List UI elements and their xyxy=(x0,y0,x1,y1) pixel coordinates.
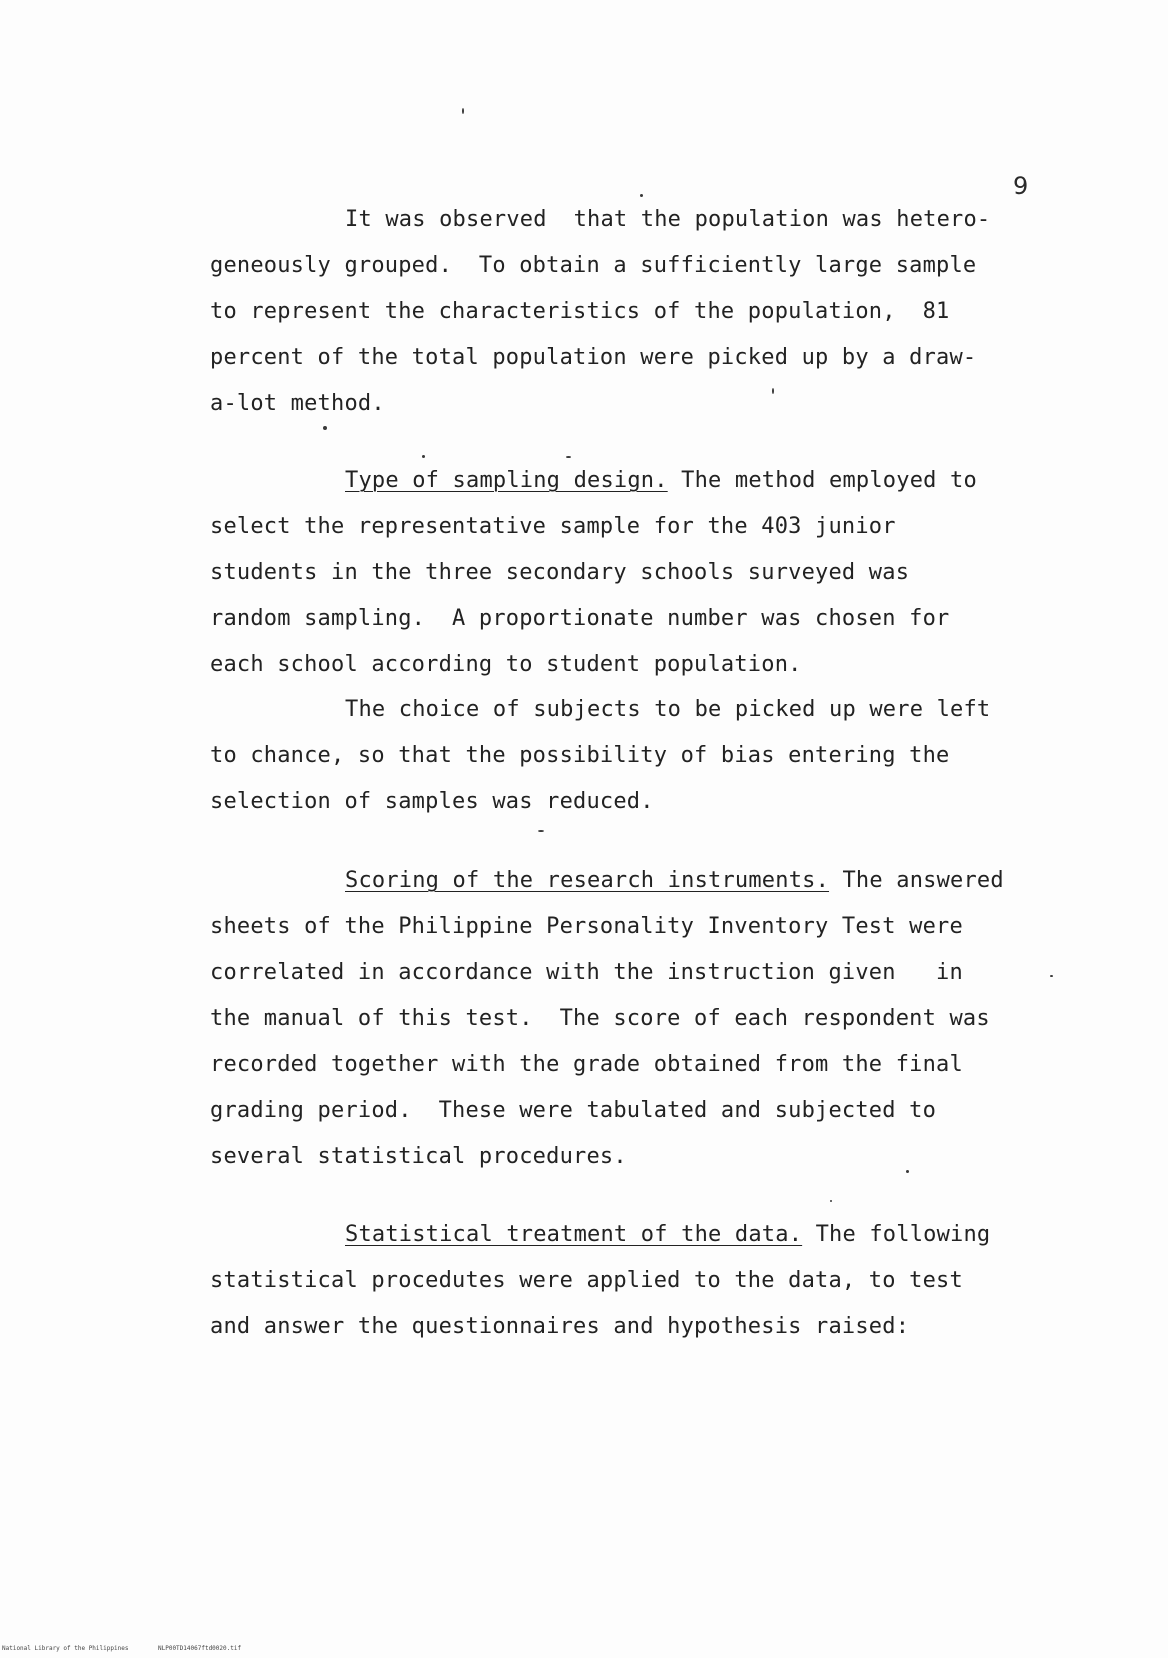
scan-speck xyxy=(830,1200,832,1202)
paragraph-1-line-4: percent of the total population were picked up by a draw- xyxy=(210,345,977,370)
paragraph-2-line-1: select the representative sample for the 403 junior xyxy=(210,514,896,539)
page-number: 9 xyxy=(1013,172,1029,200)
paragraph-4-line-3: the manual of this test. The score of each respondent was xyxy=(210,1006,990,1031)
paragraph-1-line-3: to represent the characteristics of the population, 81 xyxy=(210,299,950,324)
footer-library-credit: National Library of the Philippines xyxy=(2,1645,129,1652)
paragraph-4-line-1: sheets of the Philippine Personality Inventory Test were xyxy=(210,914,963,939)
paragraph-1-line-5: a-lot method. xyxy=(210,391,385,416)
paragraph-2-line-3: random sampling. A proportionate number was chosen for xyxy=(210,606,950,631)
sampling-design-first-text: The method employed to xyxy=(667,468,977,493)
scan-speck xyxy=(1050,975,1053,977)
scoring-first-text: The answered xyxy=(829,868,1004,893)
scan-speck xyxy=(422,455,425,458)
scoring-first-line xyxy=(345,868,1004,893)
footer-file-name: NLP00TD14067ftd0020.tif xyxy=(158,1645,242,1652)
paragraph-2-line-2: students in the three secondary schools surveyed was xyxy=(210,560,910,585)
paragraph-3-line-2: to chance, so that the possibility of bias entering the xyxy=(210,743,950,768)
paragraph-1-line-1: It was observed that the population was hetero- xyxy=(345,207,991,232)
paragraph-3-line-1: The choice of subjects to be picked up were left xyxy=(345,697,991,722)
scoring-heading: Scoring of the research instruments. xyxy=(345,868,830,893)
scan-speck xyxy=(906,1170,909,1173)
paragraph-4-line-5: grading period. These were tabulated and subjected to xyxy=(210,1098,937,1123)
scan-speck xyxy=(566,456,571,458)
paragraph-5-line-2: and answer the questionnaires and hypothesis raised: xyxy=(210,1314,910,1339)
scan-speck xyxy=(772,388,774,394)
paragraph-1-line-2: geneously grouped. To obtain a sufficiently large sample xyxy=(210,253,977,278)
sampling-design-first-line xyxy=(345,468,977,493)
statistical-treatment-first-text: The following xyxy=(802,1222,991,1247)
paragraph-4-line-2: correlated in accordance with the instruction given in xyxy=(210,960,963,985)
sampling-design-heading: Type of sampling design. xyxy=(345,468,668,493)
statistical-treatment-heading: Statistical treatment of the data. xyxy=(345,1222,803,1247)
paragraph-5-line-1: statistical procedutes were applied to the data, to test xyxy=(210,1268,963,1293)
paragraph-2-line-4: each school according to student population. xyxy=(210,652,802,677)
paragraph-4-line-6: several statistical procedures. xyxy=(210,1144,627,1169)
scan-speck xyxy=(640,194,643,197)
paragraph-3-line-3: selection of samples was reduced. xyxy=(210,789,654,814)
scan-speck xyxy=(538,830,544,832)
statistical-treatment-first-line xyxy=(345,1222,990,1247)
scan-speck xyxy=(323,426,327,430)
paragraph-4-line-4: recorded together with the grade obtained from the final xyxy=(210,1052,963,1077)
scan-speck xyxy=(462,108,464,114)
